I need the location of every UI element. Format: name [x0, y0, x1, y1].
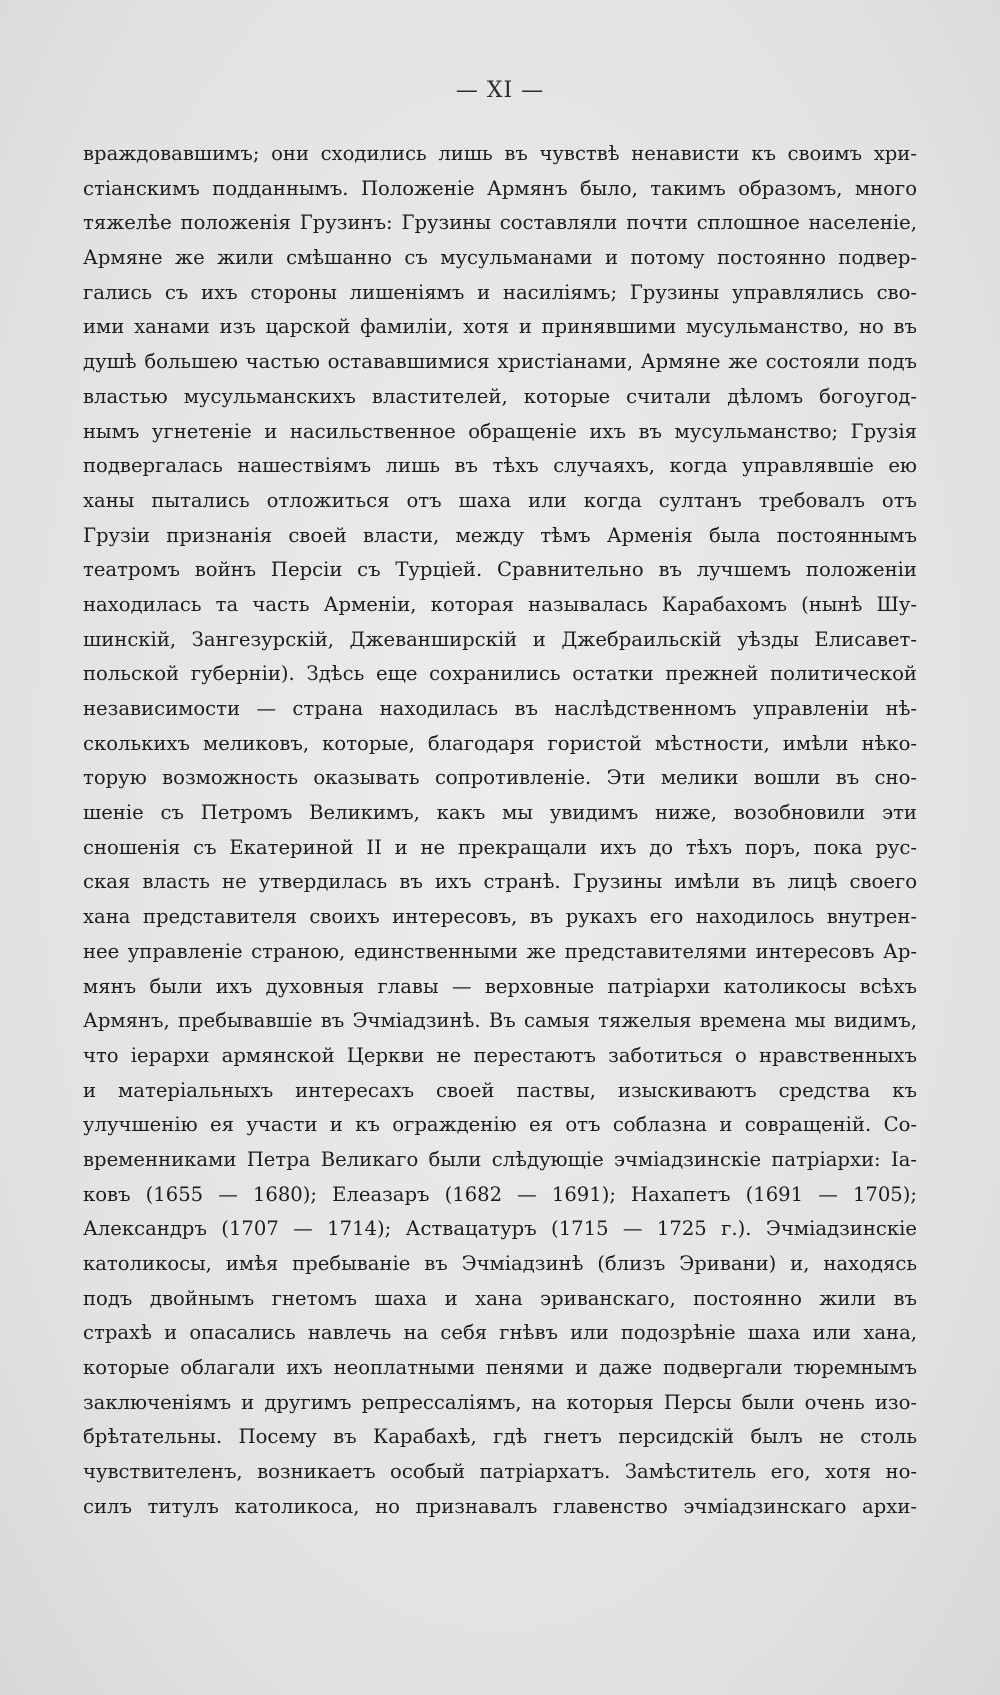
text-line: независимости — страна находилась въ наслѣдственномъ управленіи нѣ- — [83, 697, 917, 720]
text-line: Армянъ, пребывавшіе въ Эчміадзинѣ. Въ самыя тяжелыя времена мы видимъ, — [83, 1009, 917, 1033]
text-line: улучшенію ея участи и къ огражденію ея отъ соблазна и совращеній. Со- — [83, 1113, 917, 1137]
text-line: сколькихъ меликовъ, которые, благодаря гористой мѣстности, имѣли нѣко- — [83, 731, 917, 755]
text-line: и матеріальныхъ интересахъ своей паствы, изыскиваютъ средства къ — [83, 1078, 917, 1102]
text-line: театромъ войнъ Персіи съ Турціей. Сравнительно въ лучшемъ положеніи — [83, 558, 917, 582]
text-line: нее управленіе страною, единственными же представителями интересовъ Ар- — [83, 939, 917, 963]
text-line: страхѣ и опасались навлечь на себя гнѣвъ или подозрѣніе шаха или хана, — [83, 1321, 917, 1345]
text-line: мянъ были ихъ духовныя главы — верховные патріархи католикосы всѣхъ — [83, 974, 917, 998]
text-line: нымъ угнетеніе и насильственное обращеніе ихъ въ мусульманство; Грузія — [83, 419, 917, 443]
text-line: ковъ (1655 — 1680); Елеазаръ (1682 — 1691); Нахапетъ (1691 — 1705); — [83, 1182, 917, 1206]
text-line: стіанскимъ подданнымъ. Положеніе Армянъ было, такимъ образомъ, много — [83, 176, 917, 200]
text-line: торую возможность оказывать сопротивленіе. Эти мелики вошли въ сно- — [83, 766, 917, 790]
text-line: тяжелѣе положенія Грузинъ: Грузины составляли почти сплошное населеніе, — [83, 211, 917, 235]
body-text — [83, 137, 917, 1525]
text-line: брѣтательны. Посему въ Карабахѣ, гдѣ гнетъ персидскій былъ не столь — [83, 1425, 917, 1449]
text-line: польской губерніи). Здѣсь еще сохранились остатки прежней политической — [83, 662, 917, 686]
text-line: хана представителя своихъ интересовъ, въ рукахъ его находилось внутрен- — [83, 905, 917, 929]
text-line: подъ двойнымъ гнетомъ шаха и хана эриванскаго, постоянно жили въ — [83, 1286, 917, 1310]
text-line: Армяне же жили смѣшанно съ мусульманами и потому постоянно подвер- — [83, 246, 917, 270]
text-line: гались съ ихъ стороны лишеніямъ и насиліямъ; Грузины управлялись сво- — [83, 280, 917, 304]
text-line: временниками Петра Великаго были слѣдующіе эчміадзинскіе патріархи: Іа- — [83, 1147, 917, 1171]
text-line: Александръ (1707 — 1714); Аствацатуръ (1715 — 1725 г.). Эчміадзинскіе — [83, 1217, 917, 1241]
text-line: которые облагали ихъ неоплатными пенями и даже подвергали тюремнымъ — [83, 1356, 917, 1380]
text-line: что іерархи армянской Церкви не перестаютъ заботиться о нравственныхъ — [83, 1043, 917, 1067]
text-line: подвергалась нашествіямъ лишь въ тѣхъ случаяхъ, когда управлявшіе ею — [83, 454, 917, 478]
text-line: ская власть не утвердилась въ ихъ странѣ. Грузины имѣли въ лицѣ своего — [83, 870, 917, 894]
text-line: сношенія съ Екатериной II и не прекращали ихъ до тѣхъ поръ, пока рус- — [83, 835, 917, 859]
text-line: католикосы, имѣя пребываніе въ Эчміадзинѣ (близъ Эривани) и, находясь — [83, 1252, 917, 1275]
text-line: душѣ большею частью остававшимися христіанами, Армяне же состояли подъ — [83, 350, 917, 374]
text-line: шинскій, Зангезурскій, Джеванширскій и Джебраильскій уѣзды Елисавет- — [83, 627, 917, 651]
text-line: властью мусульманскихъ властителей, которые считали дѣломъ богоугод- — [83, 384, 917, 408]
text-line: Грузіи признанія своей власти, между тѣмъ Арменія была постояннымъ — [83, 523, 917, 547]
text-line: заключеніямъ и другимъ репрессаліямъ, на которыя Персы были очень изо- — [83, 1390, 917, 1414]
text-line: находилась та часть Арменіи, которая называлась Карабахомъ (нынѣ Шу- — [83, 592, 917, 616]
text-line: чувствителенъ, возникаетъ особый патріархатъ. Замѣститель его, хотя но- — [83, 1460, 917, 1484]
text-line: враждовавшимъ; они сходились лишь въ чувствѣ ненависти къ своимъ хри- — [83, 142, 917, 165]
text-line: шеніе съ Петромъ Великимъ, какъ мы увидимъ ниже, возобновили эти — [83, 801, 917, 825]
text-line: ханы пытались отложиться отъ шаха или когда султанъ требовалъ отъ — [83, 488, 917, 512]
text-line: ими ханами изъ царской фамиліи, хотя и принявшими мусульманство, но въ — [83, 315, 917, 339]
text-line: силъ титулъ католикоса, но признавалъ главенство эчміадзинскаго архи- — [83, 1494, 917, 1518]
page-number: — XI — — [455, 78, 545, 103]
